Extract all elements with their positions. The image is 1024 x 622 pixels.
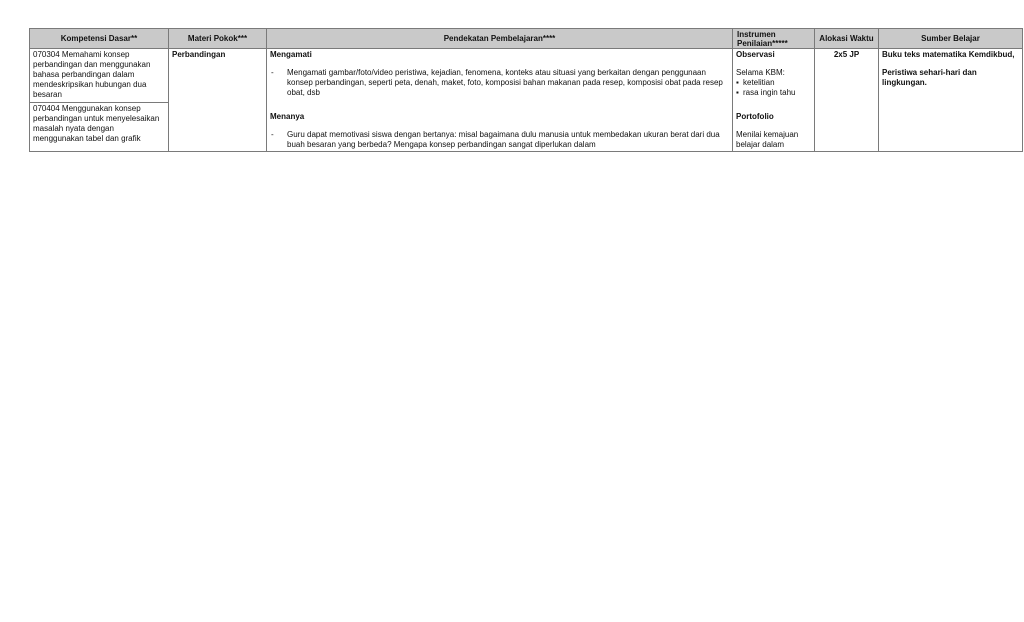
portofolio-text: Menilai kemajuan belajar dalam [736, 130, 799, 149]
cell-alokasi-waktu [815, 49, 879, 152]
list-item-label: ketelitian [743, 78, 775, 87]
cell-instrumen-penilaian [733, 49, 815, 152]
syllabus-table-wrapper [29, 28, 1022, 152]
materi-pokok-value: Perbandingan [172, 50, 226, 59]
kd-070304: 070304 Memahami konsep perbandingan dan menggunakan bahasa perbandingan dalam mendeskripsikan hubungan dua besaran [33, 50, 151, 99]
dash-marker: - [271, 68, 274, 77]
header-sumber-belajar: Sumber Belajar [879, 29, 1023, 49]
cell-sumber-belajar [879, 49, 1023, 152]
list-item [736, 88, 811, 98]
header-instrumen-penilaian: Instrumen Penilaian***** [733, 29, 815, 49]
menanya-heading: Menanya [270, 112, 305, 121]
sumber-line-1: Buku teks matematika Kemdikbud, [882, 50, 1015, 59]
header-alokasi-waktu: Alokasi Waktu [815, 29, 879, 49]
list-item [736, 78, 811, 88]
header-kompetensi-dasar: Kompetensi Dasar** [30, 29, 169, 49]
selama-kbm-label: Selama KBM: [736, 68, 785, 77]
bullet-icon: ▪ [736, 78, 739, 87]
bullet-icon: ▪ [736, 88, 739, 97]
alokasi-value: 2x5 JP [833, 50, 860, 59]
cell-materi-pokok [169, 49, 267, 152]
header-row [30, 29, 1023, 49]
cell-kompetensi-dasar [30, 49, 169, 152]
syllabus-table [29, 28, 1023, 152]
list-item-label: rasa ingin tahu [743, 88, 796, 97]
menanya-text: Guru dapat memotivasi siswa dengan bertanya: misal bagaimana dulu manusia untuk membedakan ukuran berat dari dua buah besaran yang berbeda? Mengapa konsep perbandingan sangat diperlukan dalam [287, 130, 720, 149]
menanya-item [270, 130, 729, 150]
table-row [30, 49, 1023, 152]
header-pendekatan-pembelajaran: Pendekatan Pembelajaran**** [267, 29, 733, 49]
header-materi-pokok: Materi Pokok*** [169, 29, 267, 49]
dash-marker: - [271, 130, 274, 139]
sumber-line-2: Peristiwa sehari-hari dan lingkungan. [882, 68, 977, 87]
cell-pendekatan-pembelajaran [267, 49, 733, 152]
mengamati-item [270, 68, 729, 98]
mengamati-heading: Mengamati [270, 50, 312, 59]
observasi-heading: Observasi [736, 50, 775, 59]
portofolio-heading: Portofolio [736, 112, 774, 121]
kd-070404: 070404 Menggunakan konsep perbandingan untuk menyelesaikan masalah nyata dengan menggunakan tabel dan grafik [30, 102, 168, 144]
mengamati-text: Mengamati gambar/foto/video peristiwa, kejadian, fenomena, konteks atau situasi yang berkaitan dengan penggunaan konsep perbandingan, seperti peta, denah, maket, foto, komposisi bahan makanan pada resep, komposisi obat pada resep obat, dsb [287, 68, 723, 97]
